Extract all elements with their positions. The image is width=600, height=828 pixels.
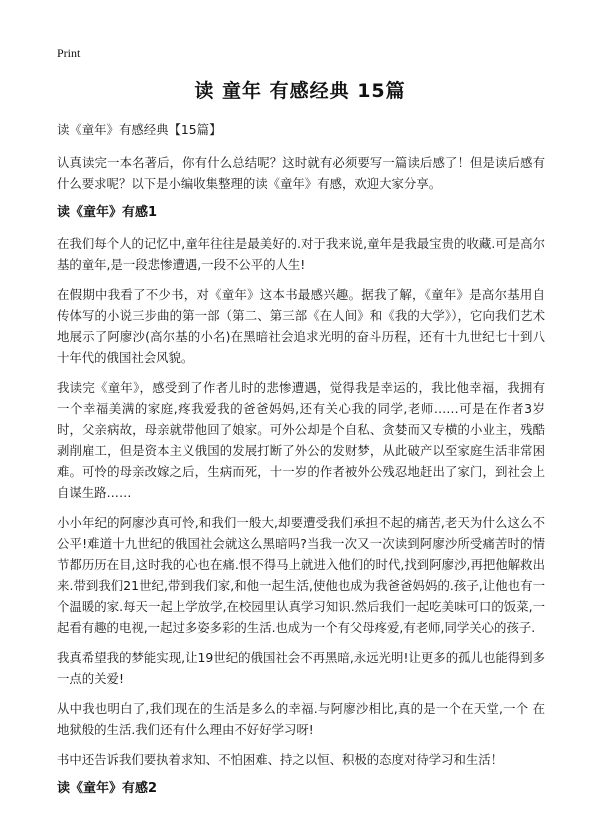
print-link[interactable]: Print [57,46,81,60]
paragraph: 从中我也明白了,我们现在的生活是多么的幸福.与阿廖沙相比,真的是一个在天堂,一个 在地狱般的生活.我们还有什么理由不好好学习呀! [57,701,545,737]
intro-paragraph: 认真读完一本名著后，你有什么总结呢？这时就有必须要写一篇读后感了！但是读后感有什么要求呢？以下是小编收集整理的读《童年》有感，欢迎大家分享。 [57,155,545,191]
document-title: 读 童年 有感经典 15篇 [194,80,406,102]
section-heading-2: 读《童年》有感2 [57,781,158,796]
paragraph: 在我们每个人的记忆中,童年往往是最美好的.对于我来说,童年是我最宝贵的收藏.可是高尔基的童年,是一段悲惨遭遇,一段不公平的人生! [57,236,545,272]
article-body [57,119,545,809]
section-heading-1: 读《童年》有感1 [57,205,158,220]
article-subtitle: 读《童年》有感经典【15篇】 [57,122,222,137]
paragraph: 在假期中我看了不少书，对《童年》这本书最感兴趣。据我了解，《童年》是高尔基用自传体写的小说三步曲的第一部（第二、第三部《在人间》和《我的大学》），它向我们艺术地展示了阿廖沙(高尔基的小名)在黑暗社会追求光明的奋斗历程，还有十九世纪七十到八十年代的俄国社会风貌。 [57,287,545,365]
paragraph: 我读完《童年》，感受到了作者儿时的悲惨遭遇，觉得我是幸运的，我比他幸福，我拥有一个幸福美满的家庭,疼我爱我的爸爸妈妈,还有关心我的同学,老师……可是在作者3岁时，父亲病故，母亲就带他回了娘家。可外公却是个自私、贪婪而又专横的小业主，残酷剥削雇工，但是资本主义俄国的发展打断了外公的发财梦，从此破产以至家庭生活非常困难。可怜的母亲改嫁之后，生病而死，十一岁的作者被外公残忍地赶出了家门，到社会上自谋生路…… [57,380,545,500]
paragraph: 小小年纪的阿廖沙真可怜,和我们一般大,却要遭受我们承担不起的痛苦,老天为什么这么不公平!难道十九世纪的俄国社会就这么黑暗吗?当我一次又一次读到阿廖沙所受痛苦时的情节都历历在目,这时我的心也在痛.恨不得马上就进入他们的时代,找到阿廖沙,再把他解救出来.带到我们21世纪,带到我们家,和他一起生活,使他也成为我爸爸妈妈的.孩子,让他也有一个温暖的家.每天一起上学放学,在校园里认真学习知识.然后我们一起吃美味可口的饭菜,一起看有趣的电视,一起过多姿多彩的生活.也成为一个有父母疼爱,有老师,同学关心的孩子. [57,515,545,635]
paragraph: 我真希望我的梦能实现,让19世纪的俄国社会不再黑暗,永远光明!让更多的孤儿也能得到多一点的关爱! [57,650,545,686]
paragraph: 书中还告诉我们要执着求知、不怕困难、持之以恒、积极的态度对待学习和生活！ [57,752,504,767]
